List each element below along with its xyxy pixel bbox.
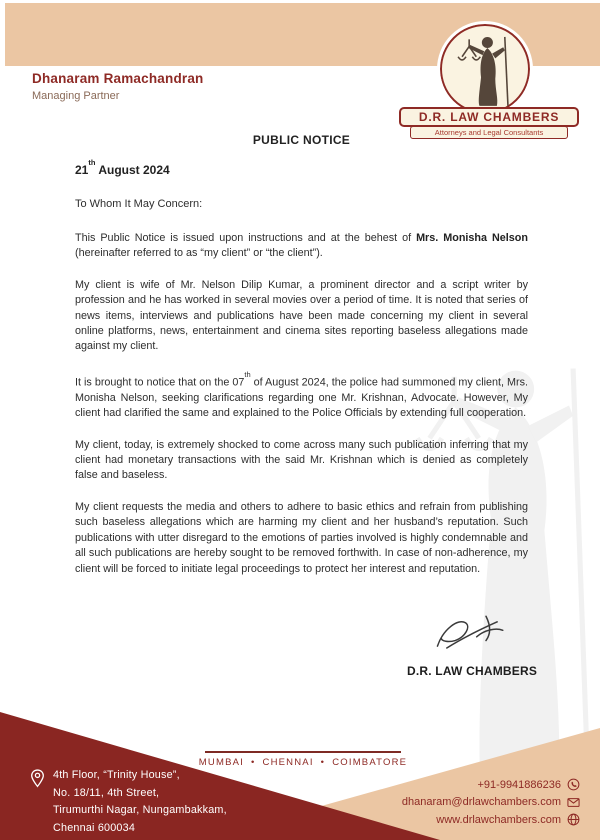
paragraph-3: It is brought to notice that on the 07th of August 2024, the police had summoned my client, Mrs. Monisha Nelson, seeking clarifications regarding one Mr. Krishnan, Advocate. However, My client had clarified the same and explained to the Police Officials by extending full cooperation.: [75, 369, 528, 420]
globe-icon: [567, 813, 580, 826]
email-icon: [567, 796, 580, 809]
website-url: www.drlawchambers.com: [436, 813, 561, 826]
office-address: [30, 767, 227, 837]
signature-block: [398, 610, 546, 678]
address-line-2: No. 18/11, 4th Street,: [53, 786, 160, 799]
firm-tagline-box: Attorneys and Legal Consultants: [410, 126, 568, 139]
email-address: dhanaram@drlawchambers.com: [401, 796, 561, 809]
author-title: Managing Partner: [32, 90, 120, 102]
client-name-emphasis: Mrs. Monisha Nelson: [416, 232, 528, 244]
notice-date: 21th August 2024: [75, 158, 170, 177]
salutation: To Whom It May Concern:: [75, 198, 203, 210]
bullet-separator: •: [320, 757, 326, 768]
paragraph-5: My client requests the media and others to adhere to basic ethics and refrain from publishing such baseless allegations which are harming my client and her husband’s reputation. Such publications with utter disregard to the emotions of parties involved is highly condemnable and all such publications are hereby sought to be removed forthwith. In case of non-adherence, my client will be forced to initiate legal proceedings to protect her interest and reputation.: [75, 500, 528, 575]
branch-cities-rule: [205, 751, 401, 753]
firm-name-box: D.R. LAW CHAMBERS: [399, 107, 579, 127]
contact-block: [402, 776, 580, 829]
signature-scribble: [430, 610, 514, 658]
address-line-3: Tirumurthi Nagar, Nungambakkam,: [53, 804, 227, 817]
email-row: [402, 794, 580, 812]
date-ordinal-suffix: th: [88, 158, 96, 167]
city-coimbatore: COIMBATORE: [332, 757, 408, 768]
phone-icon: [567, 778, 580, 791]
notice-title: PUBLIC NOTICE: [252, 133, 351, 147]
paragraph-1: This Public Notice is issued upon instructions and at the behest of Mrs. Monisha Nelson (hereinafter referred to as “my client” or “the client”).: [75, 232, 528, 260]
city-mumbai: MUMBAI: [198, 757, 244, 768]
letterhead-author: [32, 71, 204, 102]
phone-number: +91-9941886236: [477, 778, 561, 791]
address-line-1: 4th Floor, “Trinity House”,: [53, 769, 180, 781]
address-lines: [53, 767, 227, 837]
author-name: Dhanaram Ramachandran: [32, 71, 204, 86]
paragraph-2: My client is wife of Mr. Nelson Dilip Kumar, a prominent director and a script writer by profession and he has worked in several movies over a period of time. It is noted that series of news items, interviews and publications have been made concerning my client in several online platforms, news, entertainment and cinema sites reporting baseless allegations made against my client.: [75, 278, 528, 353]
address-line-4: Chennai 600034: [53, 821, 136, 834]
city-chennai: CHENNAI: [262, 757, 314, 768]
paragraph-4: My client, today, is extremely shocked to come across many such publication inferring that my client had monetary transactions with the said Mr. Krishnan which is denied as completely false and baseless.: [75, 438, 528, 482]
notice-body: [75, 133, 528, 593]
signatory-firm-name: D.R. LAW CHAMBERS: [406, 664, 538, 678]
website-row: [402, 811, 580, 829]
lady-justice-statue-icon: [449, 33, 521, 109]
bullet-separator: •: [250, 757, 256, 768]
location-pin-icon: [30, 769, 45, 788]
date-ordinal-suffix: th: [244, 369, 251, 379]
firm-emblem: [440, 24, 530, 114]
phone-row: [402, 776, 580, 794]
